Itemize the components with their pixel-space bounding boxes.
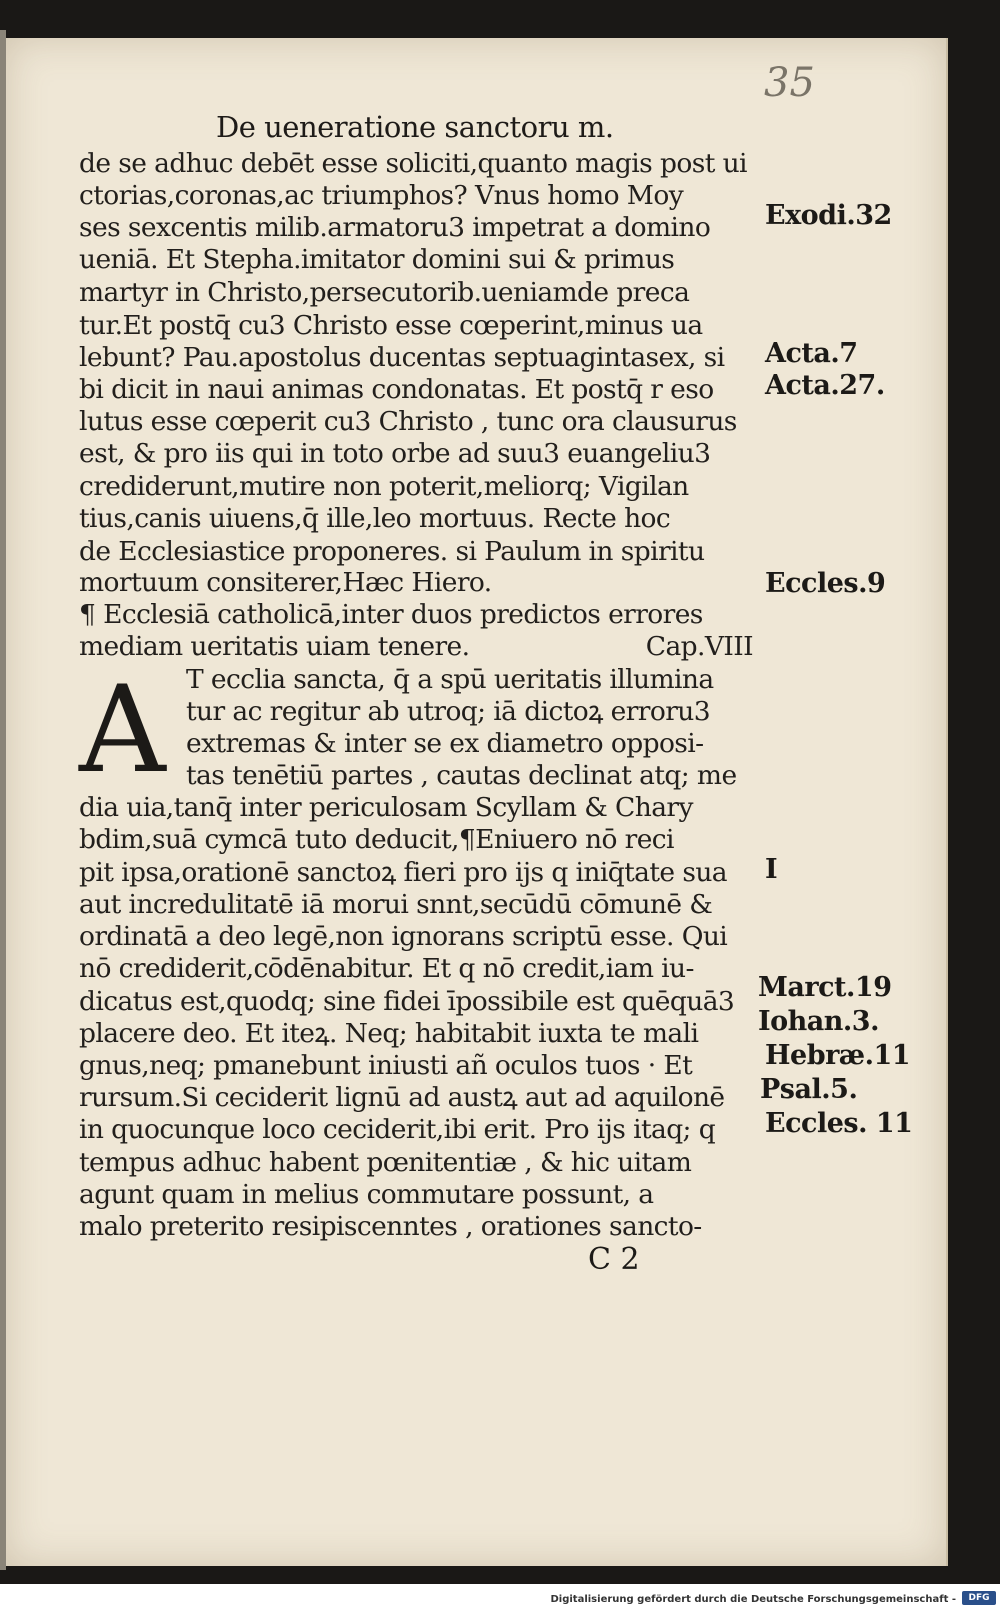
text-line: de Ecclesiastice proponeres. si Paulum in spiritu xyxy=(79,536,705,567)
marginal-note: Eccles.9 xyxy=(765,568,886,599)
text-line: mortuum consiterer,Hæc Hiero. xyxy=(79,567,492,598)
text-line: tius,canis uiuens,q̄ ille,leo mortuus. Recte hoc xyxy=(79,503,671,534)
text-line: nō crediderit,cōdēnabitur. Et q nō credit,iam iu- xyxy=(79,953,694,984)
text-line: crediderunt,mutire non poterit,meliorq; Vigilan xyxy=(79,471,689,502)
dfg-logo-icon: DFG xyxy=(962,1591,996,1605)
text-line: T ecclia sancta, q̄ a spū ueritatis illumina xyxy=(186,664,714,695)
folio-number: 35 xyxy=(764,60,815,106)
marginal-note: Hebræ.11 xyxy=(765,1040,911,1071)
marginal-note: Acta.27. xyxy=(765,370,885,401)
signature-mark: C 2 xyxy=(588,1242,640,1277)
text-line: ordinatā a deo legē,non ignorans scriptū esse. Qui xyxy=(79,921,728,952)
chapter-number: Cap.VIII xyxy=(645,631,753,662)
text-line: tur ac regitur ab utroq; iā dictoꝝ erroru3 xyxy=(186,696,710,727)
marginal-note: Marct.19 xyxy=(758,972,892,1003)
marginal-note: Eccles. 11 xyxy=(765,1108,913,1139)
text-line: bi dicit in naui animas condonatas. Et postq̄ r eso xyxy=(79,374,714,405)
section-heading-text: mediam ueritatis uiam tenere. xyxy=(79,631,470,662)
text-line: ctorias,coronas,ac triumphos? Vnus homo Moy xyxy=(79,180,684,211)
text-line: de se adhuc debēt esse soliciti,quanto magis post ui xyxy=(79,148,747,179)
text-line: lutus esse cœperit cu3 Christo , tunc ora clausurus xyxy=(79,406,737,437)
text-line: est, & pro iis qui in toto orbe ad suu3 euangeliu3 xyxy=(79,438,711,469)
text-line: lebunt? Pau.apostolus ducentas septuagintasex, si xyxy=(79,342,725,373)
text-line: dia uia,tanq̄ inter periculosam Scyllam & Chary xyxy=(79,792,693,823)
marginal-note: I xyxy=(765,854,778,885)
text-line: ueniā. Et Stepha.imitator domini sui & primus xyxy=(79,244,675,275)
text-line: aut incredulitatē iā morui snnt,secūdū cōmunē & xyxy=(79,889,713,920)
marginal-note: Acta.7 xyxy=(765,338,858,369)
marginal-note: Psal.5. xyxy=(760,1074,858,1105)
text-line: gnus,neq; pmanebunt iniusti añ oculos tuos · Et xyxy=(79,1050,693,1081)
text-line: in quocunque loco ceciderit,ibi erit. Pro ijs itaq; q xyxy=(79,1114,716,1145)
text-line: ses sexcentis milib.armatoru3 impetrat a domino xyxy=(79,212,711,243)
text-line: rursum.Si ceciderit lignū ad austꝝ aut ad aquilonē xyxy=(79,1082,725,1113)
section-heading-line: ¶ Ecclesiā catholicā,inter duos predictos errores xyxy=(79,599,703,630)
marginal-note: Exodi.32 xyxy=(765,200,892,231)
text-line: malo preterito resipiscenntes , orationes sancto- xyxy=(79,1211,702,1242)
text-line: pit ipsa,orationē sanctoꝝ fieri pro ijs q iniq̄tate sua xyxy=(79,857,727,888)
text-line: martyr in Christo,persecutorib.ueniamde preca xyxy=(79,277,690,308)
text-line: extremas & inter se ex diametro opposi- xyxy=(186,728,704,759)
text-line: agunt quam in melius commutare possunt, a xyxy=(79,1179,654,1210)
text-line: bdim,suā cymcā tuto deducit,¶Eniuero nō reci xyxy=(79,824,674,855)
text-line: tempus adhuc habent pœnitentiæ , & hic uitam xyxy=(79,1147,692,1178)
section-heading-line xyxy=(79,631,759,663)
running-head: De ueneratione sanctoru m. xyxy=(216,110,614,144)
digitization-credit: Digitalisierung gefördert durch die Deutsche Forschungsgemeinschaft - xyxy=(550,1594,956,1605)
text-line: tur.Et postq̄ cu3 Christo esse cœperint,minus ua xyxy=(79,310,703,341)
marginal-note: Iohan.3. xyxy=(758,1006,879,1037)
text-line: dicatus est,quodq; sine fidei īpossibile est quēquā3 xyxy=(79,986,735,1017)
text-line: tas tenētiū partes , cautas declinat atq; me xyxy=(186,760,737,791)
text-line: placere deo. Et iteꝝ. Neq; habitabit iuxta te mali xyxy=(79,1018,699,1049)
drop-cap: A xyxy=(79,661,166,800)
